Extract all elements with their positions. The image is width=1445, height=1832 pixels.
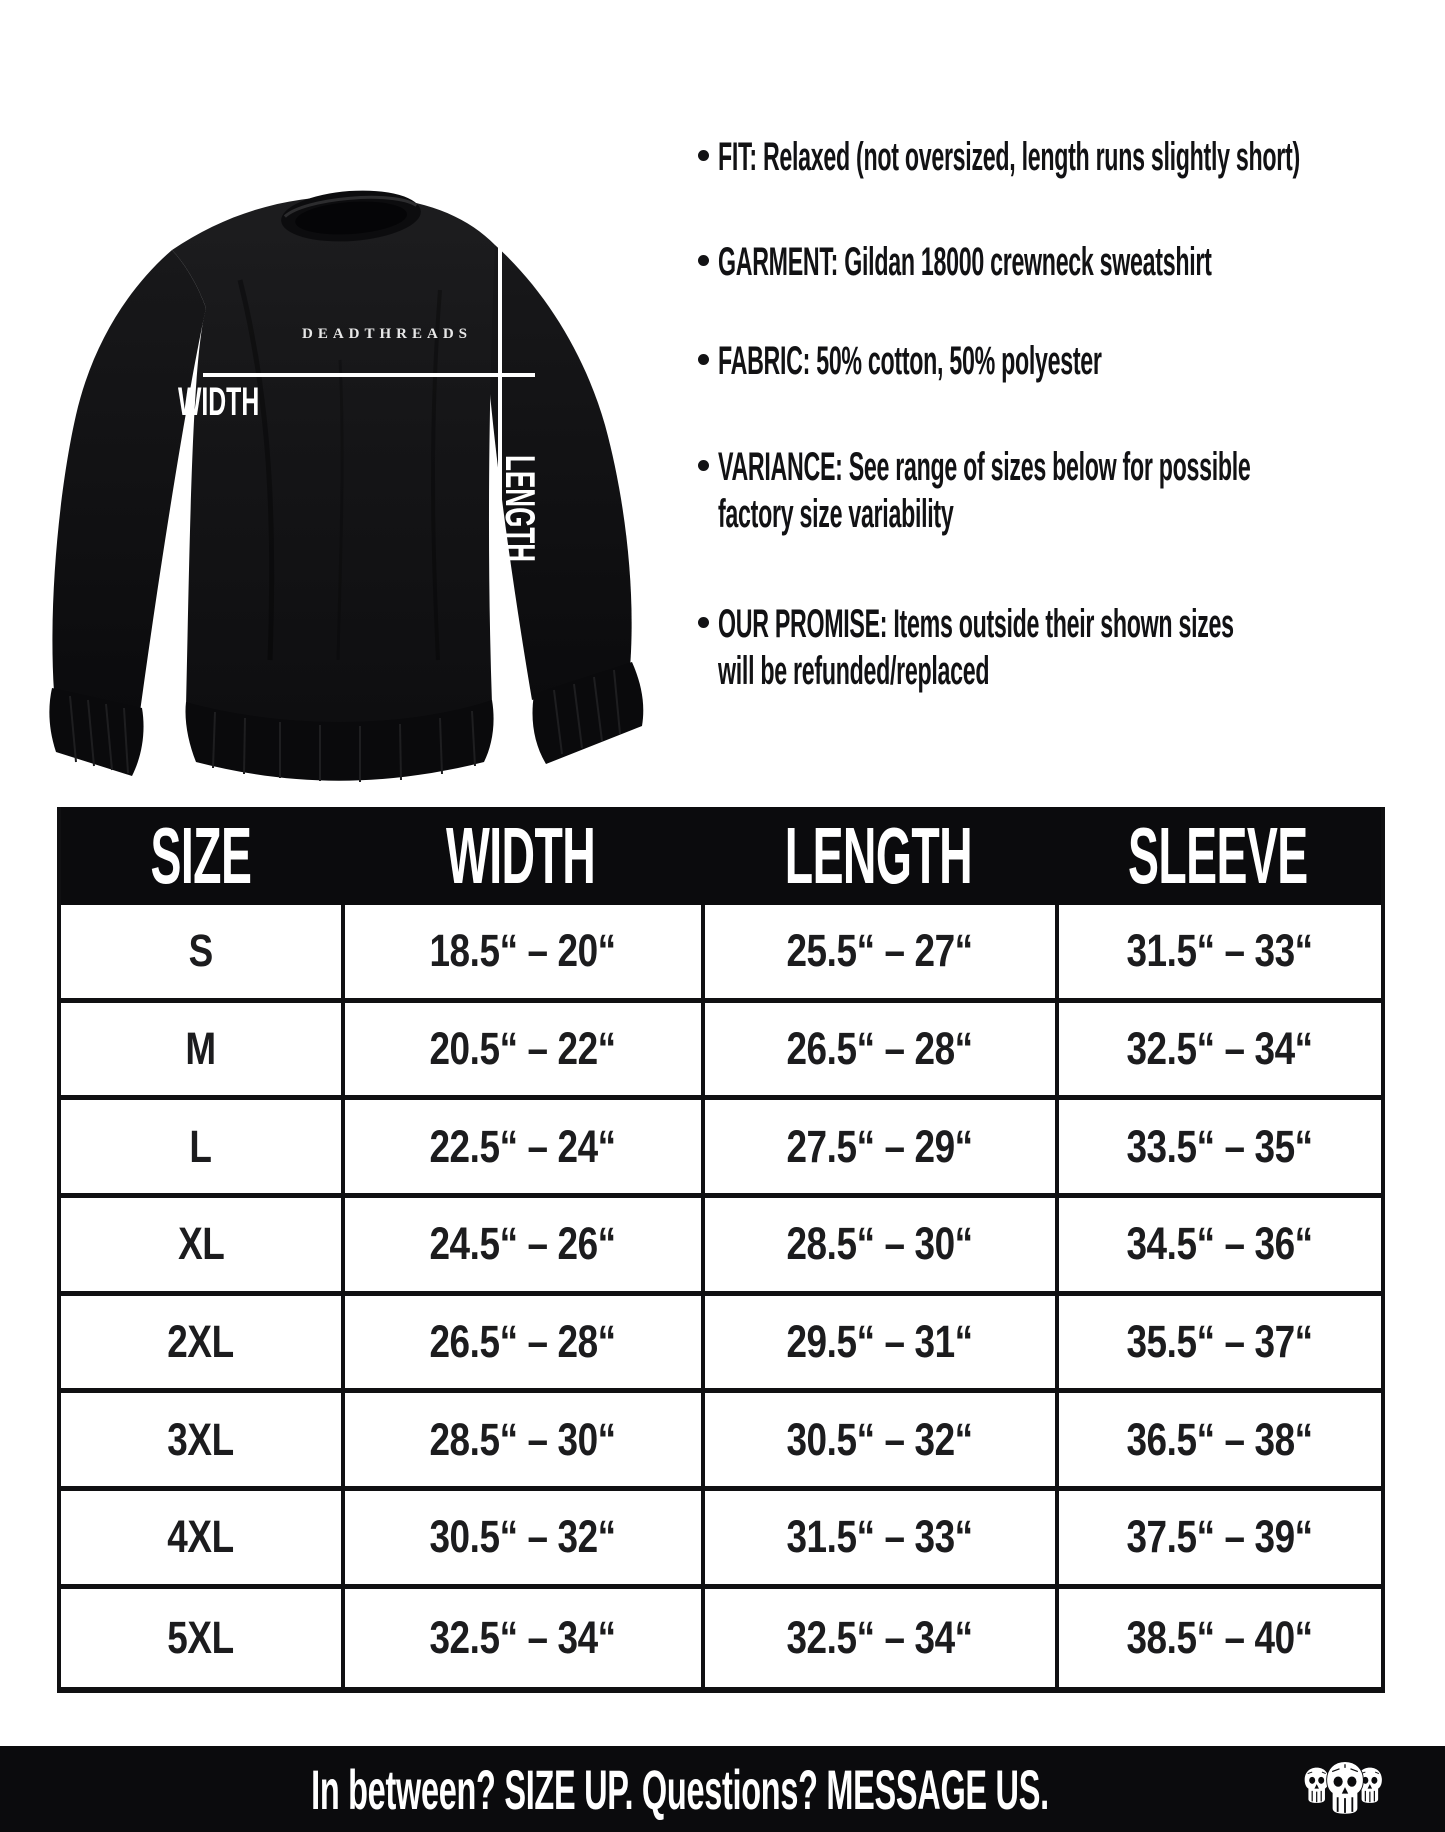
column-header-size: SIZE xyxy=(150,811,252,900)
brand-logo-text: DEADTHREADS xyxy=(302,326,473,342)
cell-value: 30.5“ – 32“ xyxy=(429,1511,617,1563)
table-row xyxy=(61,1198,1381,1296)
cell-width xyxy=(341,905,701,998)
cell-value: 34.5“ – 36“ xyxy=(1126,1218,1314,1270)
table-row xyxy=(61,1296,1381,1394)
width-measure-label: WIDTH xyxy=(178,380,260,425)
cell-value: M xyxy=(185,1023,217,1075)
bullet-text: OUR PROMISE: Items outside their shown sizes xyxy=(718,602,1234,646)
cell-value: 37.5“ – 39“ xyxy=(1126,1511,1314,1563)
cell-sleeve xyxy=(1055,1003,1381,1096)
skulls-logo-icon xyxy=(1301,1757,1389,1821)
cell-value: 3XL xyxy=(167,1413,235,1465)
cell-value: 30.5“ – 32“ xyxy=(786,1413,974,1465)
left-sleeve xyxy=(52,250,206,712)
cell-width xyxy=(341,1003,701,1096)
cell-width xyxy=(341,1393,701,1486)
bullet-text: factory size variability xyxy=(718,492,954,536)
cell-length xyxy=(701,1296,1055,1389)
cell-size xyxy=(61,1296,341,1389)
cell-value: 36.5“ – 38“ xyxy=(1126,1413,1314,1465)
cell-value: S xyxy=(188,925,214,977)
bullet-text: GARMENT: Gildan 18000 crewneck sweatshirt xyxy=(718,240,1212,284)
cell-size xyxy=(61,1003,341,1096)
cell-sleeve xyxy=(1055,1393,1381,1486)
cell-value: 29.5“ – 31“ xyxy=(786,1316,974,1368)
bullet-text: will be refunded/replaced xyxy=(718,649,990,693)
bullet-text: VARIANCE: See range of sizes below for possible xyxy=(718,445,1251,489)
cell-width xyxy=(341,1589,701,1687)
cell-value: XL xyxy=(177,1218,225,1270)
table-row xyxy=(61,1491,1381,1589)
table-row xyxy=(61,1589,1381,1687)
cell-size xyxy=(61,1100,341,1193)
cell-width xyxy=(341,1100,701,1193)
width-measure-line xyxy=(203,373,535,377)
cell-value: 25.5“ – 27“ xyxy=(786,925,974,977)
cell-length xyxy=(701,905,1055,998)
cell-value: 2XL xyxy=(167,1316,235,1368)
cell-size xyxy=(61,1491,341,1584)
cell-value: 31.5“ – 33“ xyxy=(786,1511,974,1563)
cell-value: L xyxy=(189,1120,212,1172)
column-header-length: LENGTH xyxy=(784,811,972,900)
cell-value: 31.5“ – 33“ xyxy=(1126,925,1314,977)
cell-value: 18.5“ – 20“ xyxy=(429,925,617,977)
size-chart-table xyxy=(57,807,1385,1693)
bullet-dot xyxy=(698,354,709,365)
cell-value: 24.5“ – 26“ xyxy=(429,1218,617,1270)
cell-value: 32.5“ – 34“ xyxy=(1126,1023,1314,1075)
cell-length xyxy=(701,1393,1055,1486)
bullet-dot xyxy=(698,150,709,161)
footer-message: In between? SIZE UP. Questions? MESSAGE US. xyxy=(311,1757,1049,1821)
table-row xyxy=(61,1393,1381,1491)
cell-value: 35.5“ – 37“ xyxy=(1126,1316,1314,1368)
cell-size xyxy=(61,905,341,998)
cell-length xyxy=(701,1198,1055,1291)
table-row xyxy=(61,1003,1381,1101)
cell-sleeve xyxy=(1055,1491,1381,1584)
cell-length xyxy=(701,1589,1055,1687)
sweatshirt-diagram xyxy=(40,100,690,800)
cell-value: 32.5“ – 34“ xyxy=(429,1611,617,1663)
cell-sleeve xyxy=(1055,1589,1381,1687)
cell-value: 28.5“ – 30“ xyxy=(429,1413,617,1465)
table-row xyxy=(61,905,1381,1003)
column-header-sleeve: SLEEVE xyxy=(1128,811,1308,900)
cell-value: 20.5“ – 22“ xyxy=(429,1023,617,1075)
cell-value: 28.5“ – 30“ xyxy=(786,1218,974,1270)
cell-size xyxy=(61,1393,341,1486)
cell-value: 4XL xyxy=(167,1511,235,1563)
cell-value: 26.5“ – 28“ xyxy=(429,1316,617,1368)
cell-sleeve xyxy=(1055,905,1381,998)
cell-value: 5XL xyxy=(167,1611,235,1663)
sweatshirt-image xyxy=(40,100,690,800)
cell-value: 32.5“ – 34“ xyxy=(786,1611,974,1663)
cell-width xyxy=(341,1491,701,1584)
cell-sleeve xyxy=(1055,1198,1381,1291)
product-details-list xyxy=(698,0,1418,720)
cell-value: 26.5“ – 28“ xyxy=(786,1023,974,1075)
length-measure-label: LENGTH xyxy=(496,455,544,563)
cell-length xyxy=(701,1100,1055,1193)
cell-sleeve xyxy=(1055,1296,1381,1389)
bullet-dot xyxy=(698,617,709,628)
cell-value: 27.5“ – 29“ xyxy=(786,1120,974,1172)
cell-sleeve xyxy=(1055,1100,1381,1193)
sweatshirt-body xyxy=(172,196,495,725)
bullet-dot xyxy=(698,255,709,266)
cell-length xyxy=(701,1003,1055,1096)
cell-size xyxy=(61,1589,341,1687)
size-table-body xyxy=(61,905,1381,1687)
cell-width xyxy=(341,1198,701,1291)
cell-value: 22.5“ – 24“ xyxy=(429,1120,617,1172)
cell-size xyxy=(61,1198,341,1291)
footer-bar xyxy=(0,1746,1445,1832)
size-table-header xyxy=(61,807,1381,905)
cell-width xyxy=(341,1296,701,1389)
bullet-text: FABRIC: 50% cotton, 50% polyester xyxy=(718,339,1102,383)
bullet-text: FIT: Relaxed (not oversized, length runs slightly short) xyxy=(718,135,1300,179)
column-header-width: WIDTH xyxy=(446,811,596,900)
cell-value: 33.5“ – 35“ xyxy=(1126,1120,1314,1172)
table-row xyxy=(61,1100,1381,1198)
bullet-dot xyxy=(698,460,709,471)
cell-length xyxy=(701,1491,1055,1584)
cell-value: 38.5“ – 40“ xyxy=(1126,1611,1314,1663)
